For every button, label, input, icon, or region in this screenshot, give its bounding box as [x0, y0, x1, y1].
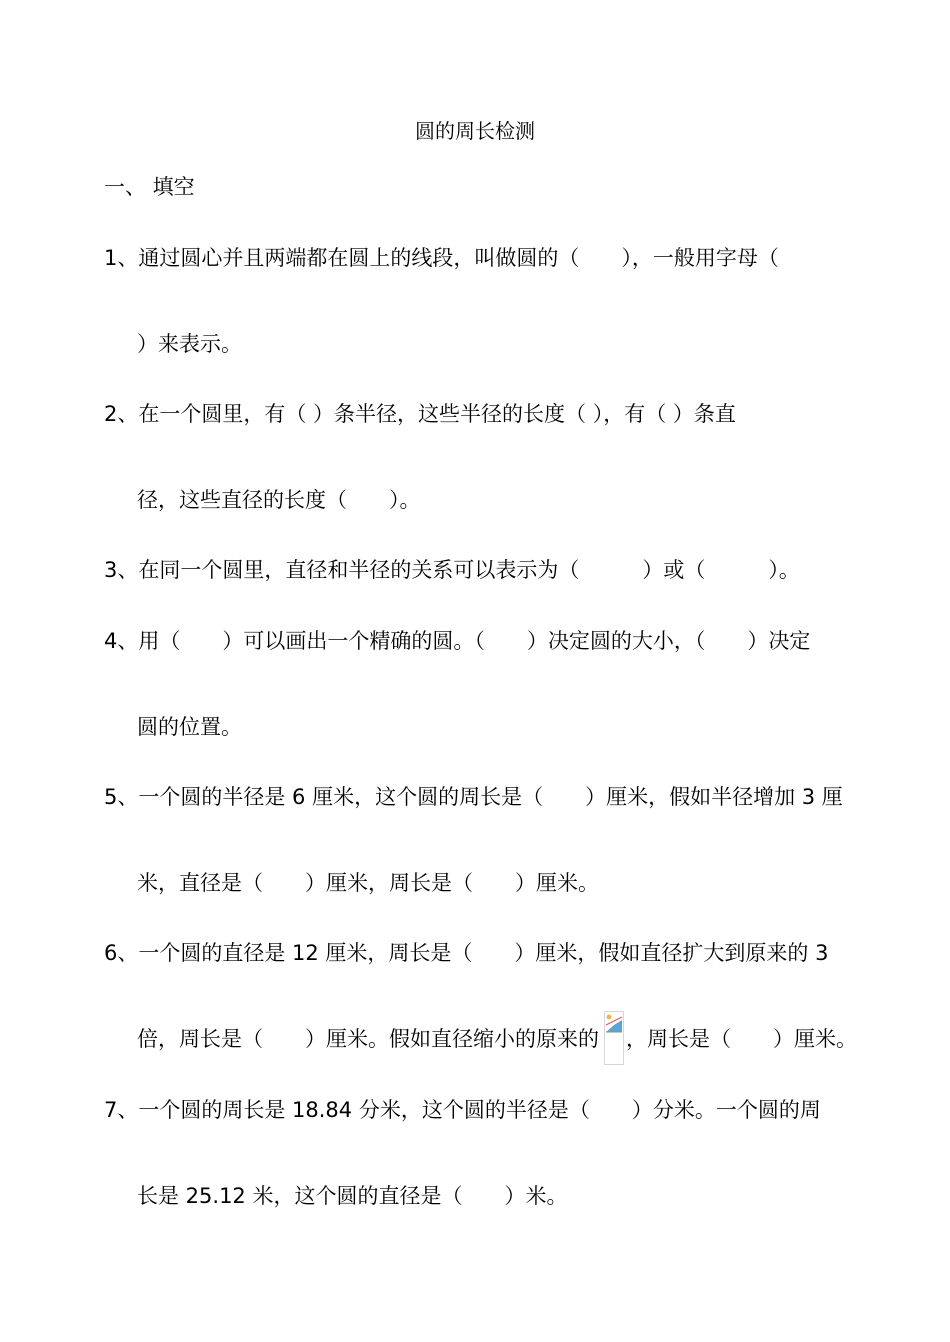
- question-2-line-1: 2、在一个圆里，有（ ）条半径，这些半径的长度（ ），有（ ）条直: [104, 402, 736, 426]
- question-1-line-1: 1、通过圆心并且两端都在圆上的线段，叫做圆的（ ），一般用字母（: [104, 246, 779, 270]
- question-2-line-2: 径，这些直径的长度（ ）。: [137, 488, 421, 512]
- question-5-line-1: 5、一个圆的半径是 6 厘米，这个圆的周长是（ ）厘米，假如半径增加 3 厘: [104, 785, 843, 809]
- question-6-line-2b: ，周长是（ ）厘米。: [626, 1027, 857, 1051]
- section-heading: 一、 填空: [104, 175, 195, 199]
- question-5-line-2: 米，直径是（ ）厘米，周长是（ ）厘米。: [137, 871, 599, 895]
- question-4-line-1: 4、用（ ）可以画出一个精确的圆。（ ）决定圆的大小，（ ）决定: [104, 629, 811, 653]
- question-6-line-2a: 倍，周长是（ ）厘米。假如直径缩小的原来的: [137, 1027, 599, 1051]
- question-4-line-2: 圆的位置。: [137, 715, 242, 739]
- question-7-line-1: 7、一个圆的周长是 18.84 分米，这个圆的半径是（ ）分米。一个圆的周: [104, 1098, 821, 1122]
- question-3-line-1: 3、在同一个圆里，直径和半径的关系可以表示为（ ）或（ ）。: [104, 558, 800, 582]
- broken-image-icon: [604, 1011, 624, 1065]
- question-7-line-2: 长是 25.12 米，这个圆的直径是（ ）米。: [137, 1184, 568, 1208]
- worksheet-title: 圆的周长检测: [415, 119, 535, 143]
- question-6-line-1: 6、一个圆的直径是 12 厘米，周长是（ ）厘米，假如直径扩大到原来的 3: [104, 941, 829, 965]
- question-1-line-2: ）来表示。: [137, 332, 242, 356]
